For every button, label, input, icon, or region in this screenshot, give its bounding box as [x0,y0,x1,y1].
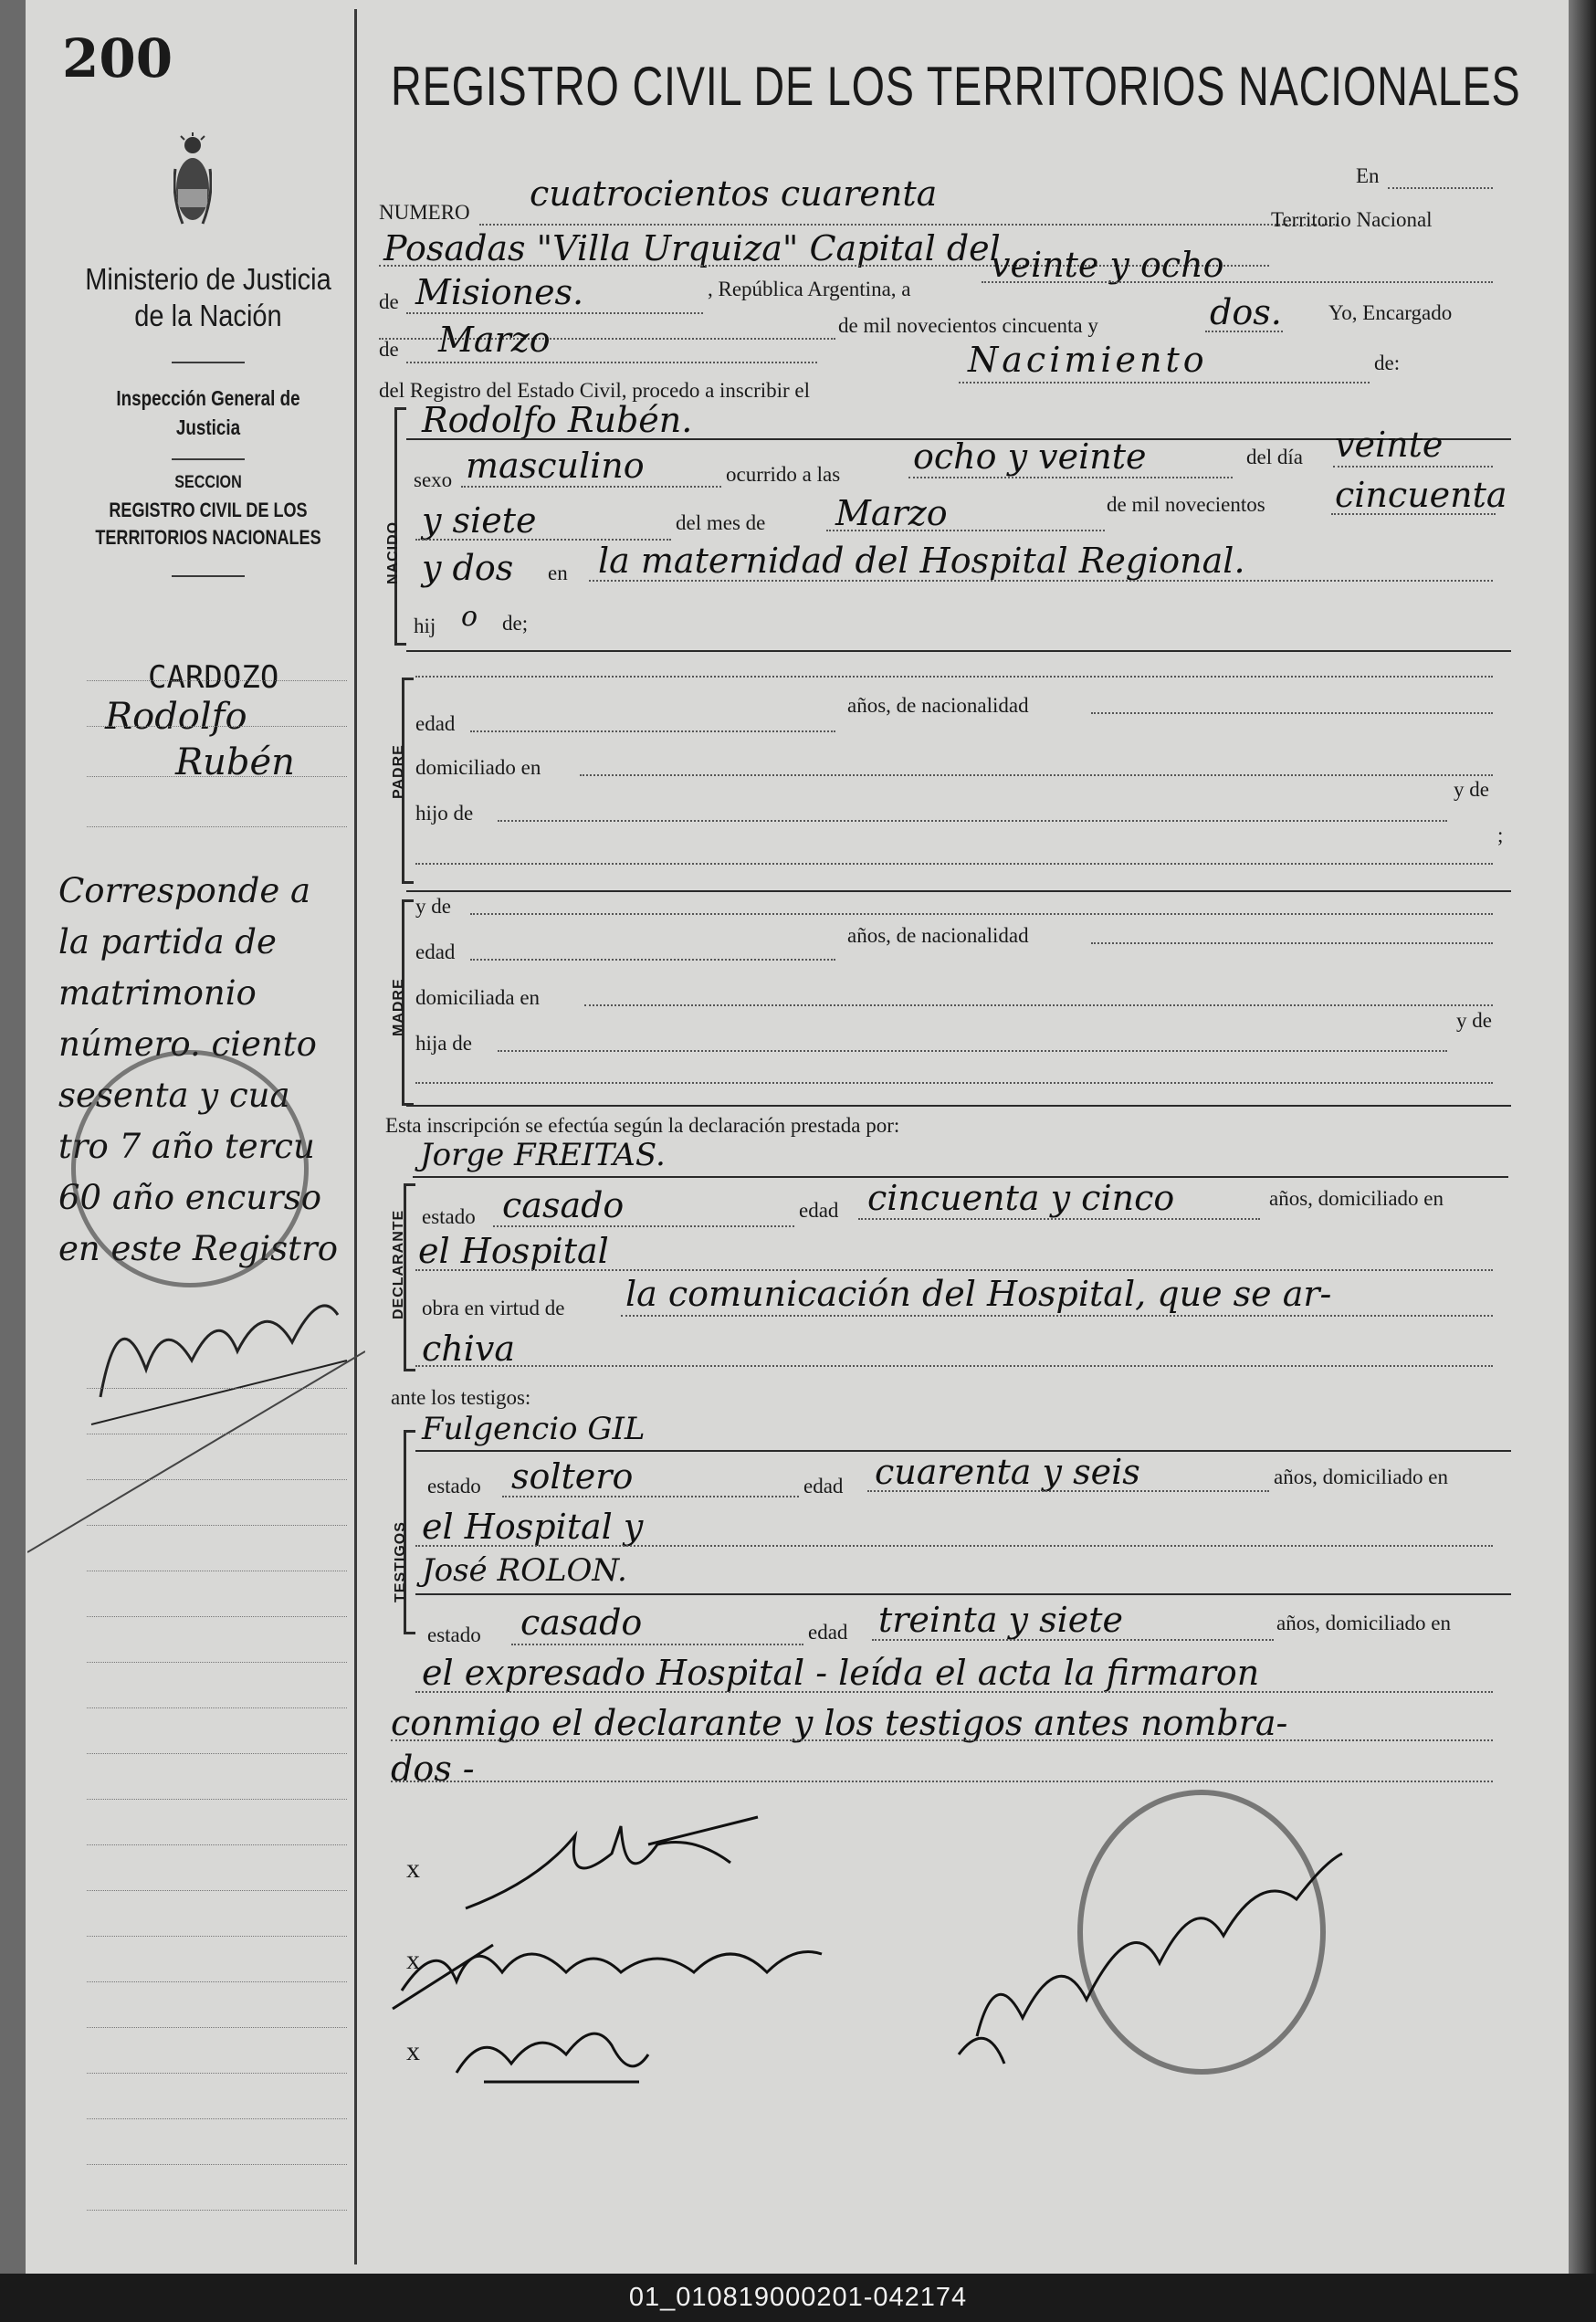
en-label: en [548,562,568,584]
de-colon-label: de: [1374,352,1401,374]
margin-given-name-1: Rodolfo [105,696,247,738]
form-title: REGISTRO CIVIL DE LOS TERRITORIOS NACIONALES [391,56,1521,117]
field-line [867,1490,1269,1492]
field-line [415,1691,1493,1693]
annotation-line: número. ciento [58,1024,317,1064]
margin-line [87,1479,347,1480]
field-line [502,1496,799,1497]
margin-line [87,726,347,727]
anos-nacionalidad-label: años, de nacionalidad [847,694,1029,717]
margin-line [87,2164,347,2165]
nacido-dia-value: veinte [1335,425,1444,465]
nacido-dia-value-2: y siete [422,500,537,541]
margin-line [87,2118,347,2119]
nacido-lugar-value: la maternidad del Hospital Regional. [598,541,1245,581]
anos-nacionalidad-label: años, de nacionalidad [847,924,1029,947]
field-line [415,676,1493,678]
field-line [470,959,835,961]
field-line [470,730,835,732]
section-label-madre: MADRE [391,978,406,1036]
margin-line [87,2073,347,2074]
y-de-label: y de [415,895,451,918]
margin-line [87,1388,347,1389]
field-line [959,382,1370,383]
hora-value: ocho y veinte [913,436,1147,477]
firma-mark: x [406,2036,420,2066]
testigos-label: ante los testigos: [391,1386,531,1409]
ministerio-title: Ministerio de Justicia de la Nación [85,262,331,332]
section-label-nacido: NACIDO [385,520,401,584]
page-number: 200 [62,27,173,89]
margin-line [87,1844,347,1845]
footer-id: 01_010819000201-042174 [0,2274,1596,2322]
estado-label: estado [422,1205,476,1228]
margin-line [87,2027,347,2028]
field-line [498,1050,1447,1052]
anos-domiciliado-label: años, domiciliado en [1269,1187,1444,1210]
de-label: de [379,290,399,313]
official-stamp-left [71,1050,309,1287]
dia-label: del día [1246,446,1303,468]
testigo2-edad: treinta y siete [878,1600,1124,1640]
sidebar-divider [172,575,245,577]
hij-label: hij [414,615,436,637]
republica-label: , República Argentina, a [708,278,911,300]
cierre-line-2: conmigo el declarante y los testigos antes nombra- [391,1703,1288,1743]
field-line [621,1315,1493,1317]
annotation-line: en este Registro [58,1229,338,1268]
field-line [858,1218,1260,1220]
declarante-nombre: Jorge FREITAS. [420,1137,666,1173]
testigo1-edad: cuarenta y seis [875,1452,1140,1492]
margin-line [87,1662,347,1663]
anos-domiciliado-label: años, domiciliado en [1274,1466,1448,1488]
inspeccion-label: Inspección General de Justicia [116,386,300,439]
margin-line [87,1890,347,1891]
section-divider [406,1105,1511,1107]
margin-line [87,1936,347,1937]
page-right-edge [1569,0,1596,2274]
field-line [1205,331,1283,332]
anio-value: dos. [1210,292,1282,332]
margin-line [87,680,347,681]
section-divider [406,890,1511,892]
field-line [1388,187,1493,189]
margin-line [87,1616,347,1617]
field-line [406,362,817,363]
hijo-de-label: hijo de [415,802,474,825]
declarante-obra-2: chiva [422,1329,516,1369]
coat-of-arms-icon [173,132,212,235]
margin-line [87,1981,347,1982]
margin-line [87,776,347,777]
sidebar-divider [172,458,245,460]
acto-value: Nacimiento [968,340,1208,380]
field-line [479,224,1338,226]
margin-line [87,1707,347,1708]
numero-value: cuatrocientos cuarenta [530,173,938,214]
declarante-domicilio: el Hospital [418,1231,609,1271]
en-label: En [1356,164,1380,187]
mes-value: Marzo [438,320,551,360]
field-line [406,312,703,314]
hija-de-label: hija de [415,1032,472,1055]
margin-line [87,2210,347,2211]
field-line [511,1644,803,1645]
field-line [589,580,1493,582]
margin-line [87,826,347,827]
field-line [580,774,1493,776]
section-label-declarante: DECLARANTE [391,1209,406,1319]
firma-mark: x [406,1945,420,1975]
lugar-value: Posadas "Villa Urquiza" Capital del [383,228,1001,268]
nacido-anio-value: cincuenta [1335,475,1507,515]
ocurrido-label: ocurrido a las [726,463,841,486]
annotation-line: Corresponde a [58,871,311,910]
field-line [461,486,721,488]
numero-label: NUMERO [379,201,470,224]
edad-label: edad [415,940,456,963]
sidebar-divider [172,362,245,363]
field-line [415,1082,1493,1084]
mes-label: del mes de [676,511,766,534]
field-line [1333,466,1493,468]
section-divider [406,650,1511,652]
signature-testigo-2 [429,2000,703,2100]
y-de-label: y de [1456,1009,1492,1032]
semicolon: ; [1497,824,1504,846]
margin-given-name-2: Rubén [175,741,295,783]
firma-mark: x [406,1854,420,1884]
dia-value: veinte y ocho [991,245,1224,285]
testigo2-nombre: José ROLON. [422,1552,627,1589]
provincia-value: Misiones. [415,272,584,312]
mil-novecientos-label: de mil novecientos [1107,493,1265,516]
declarante-obra: la comunicación del Hospital, que se ar- [625,1274,1332,1314]
obra-label: obra en virtud de [422,1297,565,1319]
field-line [1091,942,1493,944]
field-line [498,820,1447,822]
margin-surname: CARDOZO [148,659,279,696]
sexo-label: sexo [414,468,453,491]
annotation-line: la partida de [58,922,277,961]
de-semicolon-label: de; [502,612,529,635]
field-line [415,1545,1493,1547]
testigo1-nombre: Fulgencio GIL [422,1411,646,1447]
field-line [1331,513,1496,515]
yo-encargado-label: Yo, Encargado [1328,301,1453,324]
signature-declarante [429,1808,813,1927]
section-label-testigos: TESTIGOS [393,1521,408,1602]
registro-civil-label: REGISTRO CIVIL DE LOS TERRITORIOS NACIONALES [95,499,321,549]
annotation-line: tro 7 año tercu [58,1127,315,1166]
nacido-mes-value: Marzo [835,493,948,533]
section-label-padre: PADRE [391,744,406,799]
annotation-line: matrimonio [58,973,257,1013]
field-line [391,1781,1493,1782]
domiciliado-label: domiciliado en [415,756,541,779]
estado-label: estado [427,1623,481,1646]
margin-line [87,1525,347,1526]
testigo1-domicilio: el Hospital y [422,1507,644,1547]
edad-label: edad [799,1199,839,1222]
declarante-estado: casado [502,1185,625,1225]
declarante-edad: cincuenta y cinco [867,1178,1175,1218]
field-line [826,530,1105,531]
field-line [908,477,1233,478]
field-line [1091,712,1493,714]
field-line [415,863,1493,865]
annotation-line: 60 año encurso [58,1178,321,1217]
margin-line [87,1753,347,1754]
signature-encargado [950,1835,1351,2073]
nacido-anio-value-2: y dos [422,548,514,588]
de-label: de [379,338,399,361]
field-line [415,1269,1493,1271]
anos-domiciliado-label: años, domiciliado en [1276,1612,1451,1634]
hij-value: o [461,601,478,633]
edad-label: edad [808,1621,848,1644]
seccion-label: SECCION [174,473,242,492]
margin-line [87,1799,347,1800]
estado-label: estado [427,1475,481,1497]
page-binding-edge [0,0,26,2274]
nacido-nombre: Rodolfo Rubén. [422,400,693,440]
cierre-line-1: el expresado Hospital - leída el acta la firmaron [422,1653,1260,1693]
mil-label: de mil novecientos cincuenta y [838,314,1098,337]
testigo1-estado: soltero [511,1456,634,1497]
margin-diagonal-stroke [27,1342,365,1561]
field-line [584,1004,1493,1006]
domiciliada-label: domiciliada en [415,986,541,1009]
field-line [415,1365,1493,1367]
territorio-label: Territorio Nacional [1271,208,1433,231]
field-line [415,1593,1511,1595]
field-line [470,913,1493,915]
declaracion-label: Esta inscripción se efectúa según la declaración prestada por: [385,1114,900,1137]
field-line [982,281,1493,283]
sexo-value: masculino [466,446,645,486]
annotation-line: sesenta y cua [58,1076,290,1115]
cierre-line-3: dos - [391,1749,475,1789]
field-line [391,1739,1493,1741]
testigo2-estado: casado [520,1602,643,1643]
field-line [872,1639,1274,1641]
edad-label: edad [803,1475,844,1497]
edad-label: edad [415,712,456,735]
registro-label: del Registro del Estado Civil, procedo a inscribir el [379,379,811,402]
field-line [493,1225,794,1227]
y-de-label: y de [1454,778,1489,801]
